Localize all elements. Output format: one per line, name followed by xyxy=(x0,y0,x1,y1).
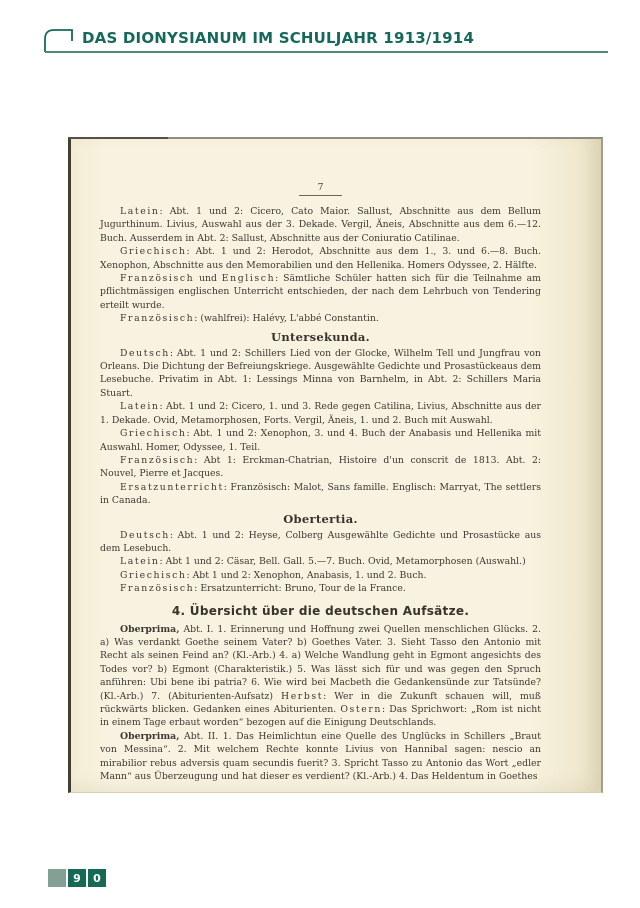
paragraph: Französisch: (wahlfrei): Halévy, L'abbé Constantin. xyxy=(120,313,379,325)
footer-digit-box: 9 xyxy=(68,869,86,887)
paragraph: Deutsch: Abt. 1 und 2: Schillers Lied von der Glocke, Wilhelm Tell und Jungfrau von Orleans. Die Dichtung der Befreiungskriege. Ausgewählte Gedichte und Prosastückeaus dem Lesebuche. Privatim in Abt. 1: Lessings Minna von Barnhelm, in Abt. 2: Schillers Maria Stuart. xyxy=(100,347,541,399)
footer-page-number xyxy=(48,869,106,887)
scan-page-number-wrap xyxy=(100,175,541,196)
header-divider xyxy=(45,51,608,53)
paragraph: Französisch und Englisch: Sämtliche Schüler hatten sich für die Teilnahme am pflichtmässigen englischen Unterricht entschieden, der nach dem Lehrbuch von Tendering erteilt wurde. xyxy=(100,273,541,311)
footer-accent-box xyxy=(48,869,66,887)
paragraph: Griechisch: Abt 1 und 2: Xenophon, Anabasis, 1. und 2. Buch. xyxy=(120,569,427,581)
scanned-page xyxy=(68,137,603,793)
paragraph: Griechisch: Abt. 1 und 2: Herodot, Abschnitte aus dem 1., 3. und 6.—8. Buch. Xenophon, Abschnitte aus den Memorabilien und den Hellenika. Homers Odyssee, 2. Hälfte. xyxy=(100,246,541,271)
paragraph: Oberprima, Abt. I. 1. Erinnerung und Hoffnung zwei Quellen menschlichen Glücks. 2. a) Was verdankt Goethe seinem Vater? b) Goethes Vater. 3. Sieht Tasso den Antonio mit Recht als seinen Feind an? (Kl.-Arb.) 4. a) Welche Wandlung geht in Egmont angesichts des Todes vor? b) Egmont (Charakteristik.) 5. Was lässt sich für und was gegen den Spruch anführen: Ubi bene ibi patria? 6. Wie wird bei Macbeth die Gedankensünde zur Tatsünde? (Kl.-Arb.) 7. (Abiturienten-Aufsatz) Herbst: Wer in die Zukunft schauen will, muß rückwärts blicken. Gedanken eines Abiturienten. Ostern: Das Sprichwort: „Rom ist nicht in einem Tage erbaut worden“ bezogen auf die Einigung Deutschlands. xyxy=(100,623,541,729)
paragraph: Französisch: Abt 1: Erckman-Chatrian, Histoire d'un conscrit de 1813. Abt. 2: Nouvel, Pierre et Jacques. xyxy=(100,454,541,480)
paragraph: Oberprima, Abt. II. 1. Das Heimlichtun eine Quelle des Unglücks in Schillers „Braut von Messina“. 2. Mit welchem Rechte konnte Livius von Hannibal sagen: nescio an mirabilior rebus adversis quam secundis fuerit? 3. Spricht Tasso zu Antonio das Wort „edler Mann“ aus Überzeugung und hat dieser es verdient? (Kl.-Arb.) 4. Das Heldentum in Goethes xyxy=(100,730,541,783)
scan-page-number: 7 xyxy=(299,182,341,196)
page-text xyxy=(100,205,541,783)
paragraph: Griechisch: Abt. 1 und 2: Xenophon, 3. und 4. Buch der Anabasis und Hellenika mit Auswahl. Homer, Odyssee, 1. Teil. xyxy=(100,428,541,453)
paragraph: Latein: Abt. 1 und 2: Cicero, Cato Maior. Sallust, Abschnitte aus dem Bellum Jugurthinum. Livius, Auswahl aus der 3. Dekade. Vergil, Äneis, Abschnitte aus dem 6.—12. Buch. Ausserdem in Abt. 2: Sallust, Abschnitte aus der Coniuratio Catilinae. xyxy=(100,206,541,244)
footer-digit-box: 0 xyxy=(88,869,106,887)
paragraph: Französisch: Ersatzunterricht: Bruno, Tour de la France. xyxy=(120,583,406,595)
section-heading: Untersekunda. xyxy=(271,329,370,344)
section-title: 4. Übersicht über die deutschen Aufsätze. xyxy=(171,603,470,618)
paragraph: Latein: Abt 1 und 2: Cäsar, Bell. Gall. 5.—7. Buch. Ovid, Metamorphosen (Auswahl.) xyxy=(120,556,526,568)
section-heading: Obertertia. xyxy=(283,511,358,526)
page-title: DAS DIONYSIANUM IM SCHULJAHR 1913/1914 xyxy=(82,29,475,47)
paragraph: Ersatzunterricht: Französisch: Malot, Sans famille. Englisch: Marryat, The settlers in Canada. xyxy=(100,481,541,507)
paragraph: Latein: Abt. 1 und 2: Cicero, 1. und 3. Rede gegen Catilina, Livius, Abschnitte aus der 1. Dekade. Ovid, Metamorphosen, Forts. Vergil, Äneis, 1. und 2. Buch mit Auswahl. xyxy=(100,401,541,426)
paragraph: Deutsch: Abt. 1 und 2: Heyse, Colberg Ausgewählte Gedichte und Prosastücke aus dem Lesebuch. xyxy=(100,529,541,554)
